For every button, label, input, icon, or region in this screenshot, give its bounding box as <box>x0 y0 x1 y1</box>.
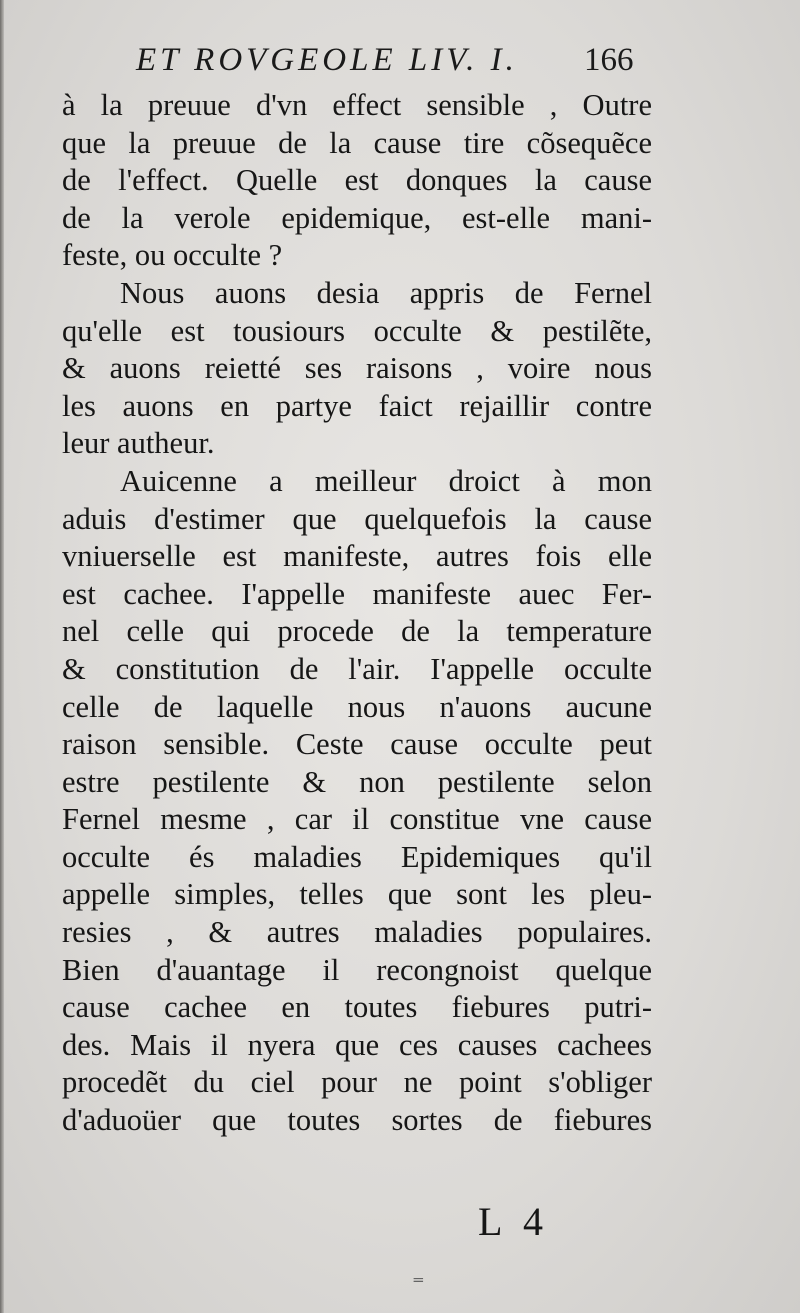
text-line: feste, ou occulte ? <box>62 238 283 273</box>
body-text <box>62 87 652 1140</box>
text-line: & auons reietté ses raisons , voire nous <box>62 351 652 386</box>
text-line: leur autheur. <box>62 426 215 461</box>
text-line: à la preuue d'vn effect sensible , Outre <box>62 88 652 122</box>
text-line: celle de laquelle nous n'auons aucune <box>62 689 652 724</box>
foot-mark: ⁼ <box>412 1272 425 1298</box>
text-line: qu'elle est tousiours occulte & pestilẽte, <box>62 313 652 348</box>
text-line: des. Mais il nyera que ces causes cachees <box>62 1027 652 1062</box>
page-number: 166 <box>584 42 634 78</box>
text-line: occulte és maladies Epidemiques qu'il <box>62 839 652 874</box>
text-line: & constitution de l'air. I'appelle occulte <box>62 651 652 686</box>
page-edge-shadow <box>0 0 4 1313</box>
signature-mark: L 4 <box>478 1199 549 1244</box>
text-line: de l'effect. Quelle est donques la cause <box>62 163 652 198</box>
text-line: vniuerselle est manifeste, autres fois elle <box>62 539 652 574</box>
text-line: aduis d'estimer que quelquefois la cause <box>62 501 652 536</box>
page-header <box>0 42 800 92</box>
text-line: nel celle qui procede de la temperature <box>62 614 652 649</box>
text-line: d'aduoüer que toutes sortes de fiebures <box>62 1103 652 1138</box>
text-line: procedẽt du ciel pour ne point s'obliger <box>62 1065 652 1100</box>
text-line: estre pestilente & non pestilente selon <box>62 764 652 799</box>
text-line: de la verole epidemique, est-elle mani- <box>62 200 652 235</box>
text-line: cause cachee en toutes fiebures putri- <box>62 990 652 1025</box>
text-line: Auicenne a meilleur droict à mon <box>120 463 652 498</box>
text-line: que la preuue de la cause tire cõsequẽce <box>62 125 652 160</box>
text-line: Nous auons desia appris de Fernel <box>120 275 652 310</box>
text-line: resies , & autres maladies populaires. <box>62 915 652 950</box>
text-line: est cachee. I'appelle manifeste auec Fer- <box>62 576 652 611</box>
text-line: les auons en partye faict rejaillir contre <box>62 388 652 423</box>
text-line: Bien d'auantage il recongnoist quelque <box>62 952 652 987</box>
text-line: appelle simples, telles que sont les pleu- <box>62 877 652 912</box>
running-title: ET ROVGEOLE LIV. I. <box>136 42 518 78</box>
text-line: Fernel mesme , car il constitue vne cause <box>62 802 652 837</box>
text-line: raison sensible. Ceste cause occulte peut <box>62 727 652 762</box>
